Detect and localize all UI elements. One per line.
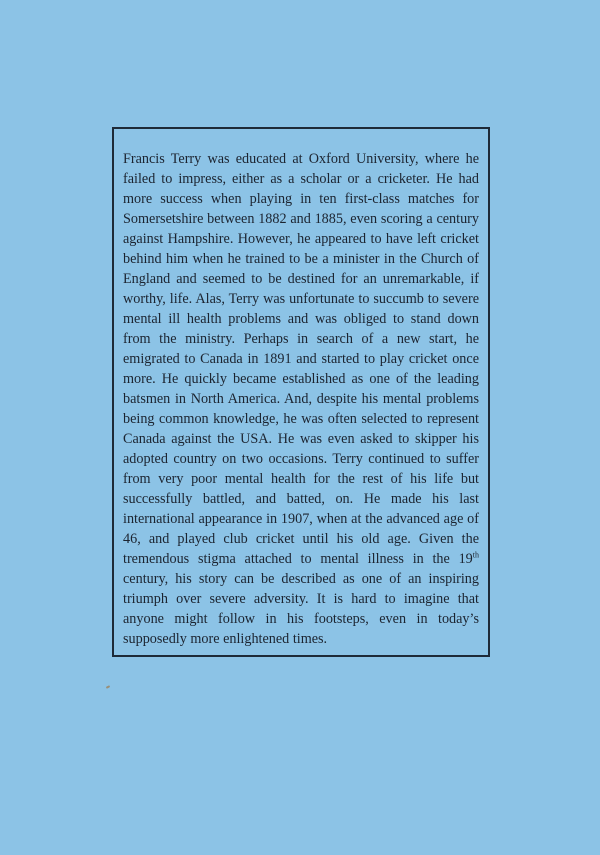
paper-speck [106, 685, 110, 689]
ordinal-superscript: th [472, 550, 479, 560]
blurb-text-end: century, his story can be described as one of an inspiring triumph over severe adversity. It is hard to imagine that anyone might follow in his footsteps, even in today’s supposedly more enlightened times. [123, 571, 479, 647]
blurb-paragraph [123, 149, 479, 649]
blurb-text-main: Francis Terry was educated at Oxford University, where he failed to impress, either as a scholar or a cricketer. He had more success when playing in ten first-class matches for Somersetshire between 1882 and 1885, even scoring a century against Hampshire. However, he appeared to have left cricket behind him when he trained to be a minister in the Church of England and seemed to be destined for an unremarkable, if worthy, life. Alas, Terry was unfortunate to succumb to severe mental ill health problems and was obliged to stand down from the ministry. Perhaps in search of a new start, he emigrated to Canada in 1891 and started to play cricket once more. He quickly became established as one of the leading batsmen in North America. And, despite his mental problems being common knowledge, he was often selected to represent Canada against the USA. He was even asked to skipper his adopted country on two occasions. Terry continued to suffer from very poor mental health for the rest of his life but successfully battled, and batted, on. He made his last international appearance in 1907, when at the advanced age of 46, and played club cricket until his old age. Given the tremendous stigma attached to mental illness in the 19 [123, 151, 479, 567]
blurb-frame [112, 127, 490, 657]
